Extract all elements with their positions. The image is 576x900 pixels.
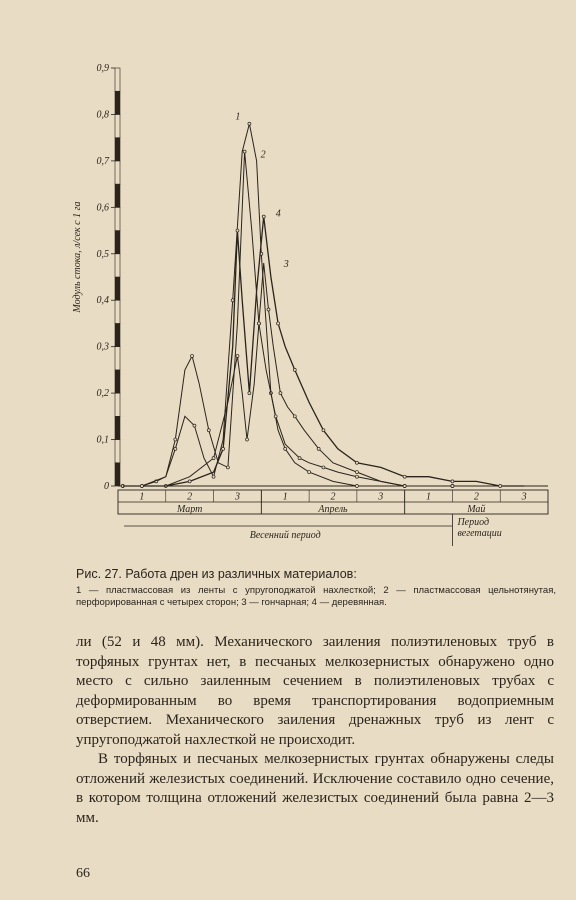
series-group xyxy=(121,112,524,488)
series-point xyxy=(212,475,215,478)
series-point xyxy=(355,471,358,474)
y-scale-segment xyxy=(115,91,120,114)
series-point xyxy=(293,368,296,371)
y-scale-segment xyxy=(115,323,120,346)
period-label: Весенний период xyxy=(249,530,321,541)
series-point xyxy=(355,461,358,464)
y-scale-segment xyxy=(115,347,120,370)
y-scale-segment xyxy=(115,207,120,230)
series-point xyxy=(212,457,215,460)
y-axis xyxy=(97,63,121,492)
series-point xyxy=(322,466,325,469)
y-scale-segment xyxy=(115,161,120,184)
y-scale-segment xyxy=(115,393,120,416)
series-point xyxy=(279,392,282,395)
y-scale-segment xyxy=(115,138,120,161)
series-point xyxy=(308,471,311,474)
series-point xyxy=(274,415,277,418)
series-point xyxy=(191,354,194,357)
paragraph-1: ли (52 и 48 мм). Механического заиления полиэтиленовых труб в торфяных грунтах нет, в песчаных мелкозернистых обнаружено одно место с сильно заиленным сечением в полиэтиленовых трубах с деформированным во время транспортирования водоприемным отверстием. Механического заиления дренажных труб из лент с упругоподжатой нахлесткой не происходит. xyxy=(76,634,554,748)
body-text xyxy=(76,633,554,828)
series-point xyxy=(403,485,406,488)
series-label: 3 xyxy=(283,259,289,271)
caption-title: Рис. 27. Работа дрен из различных материалов: xyxy=(76,567,357,581)
month-label: Апрель xyxy=(318,504,348,515)
series-point xyxy=(317,447,320,450)
series-point xyxy=(248,392,251,395)
y-scale-segment xyxy=(115,277,120,300)
page-number: 66 xyxy=(76,866,90,881)
figure-caption xyxy=(76,567,556,609)
y-tick-label: 0,5 xyxy=(96,248,109,260)
period-label: вегетации xyxy=(457,528,502,539)
y-tick-label: 0,7 xyxy=(96,155,109,167)
y-tick-label: 0,3 xyxy=(96,341,109,353)
decade-label: 3 xyxy=(378,491,384,503)
y-tick-label: 0,2 xyxy=(96,388,109,400)
series-point xyxy=(277,322,280,325)
y-scale-segment xyxy=(115,300,120,323)
decade-label: 1 xyxy=(426,491,432,503)
series-point xyxy=(207,429,210,432)
period-label: Период xyxy=(457,517,490,528)
decade-label: 2 xyxy=(473,491,479,503)
y-scale-segment xyxy=(115,114,120,137)
y-scale-segment xyxy=(115,416,120,439)
series-point xyxy=(248,122,251,125)
x-axis xyxy=(118,486,548,546)
y-tick-label: 0 xyxy=(104,481,109,492)
month-label: Май xyxy=(467,504,486,515)
series-point xyxy=(174,447,177,450)
decade-label: 3 xyxy=(234,491,240,503)
series-point xyxy=(188,480,191,483)
series-label: 4 xyxy=(275,208,281,220)
series-point xyxy=(267,308,270,311)
y-scale-segment xyxy=(115,463,120,486)
y-scale-segment xyxy=(115,370,120,393)
y-tick-label: 0,1 xyxy=(96,434,109,446)
decade-label: 2 xyxy=(187,491,193,503)
series-point xyxy=(355,475,358,478)
y-axis-label: Модуль стока, л/сек с 1 га xyxy=(72,201,83,313)
y-scale-segment xyxy=(115,184,120,207)
y-scale-segment xyxy=(115,254,120,277)
y-tick-label: 0,4 xyxy=(96,295,109,307)
y-scale-segment xyxy=(115,440,120,463)
series-point xyxy=(236,354,239,357)
series-point xyxy=(451,485,454,488)
runoff-chart xyxy=(60,55,560,550)
y-tick-label: 0,6 xyxy=(96,202,109,214)
series-point xyxy=(293,415,296,418)
series-point xyxy=(451,480,454,483)
decade-label: 1 xyxy=(139,491,145,503)
series-point xyxy=(174,438,177,441)
series-point xyxy=(193,424,196,427)
y-tick-label: 0,9 xyxy=(96,63,109,74)
series-point xyxy=(140,485,143,488)
decade-label: 2 xyxy=(330,491,336,503)
series-line xyxy=(123,149,453,486)
series-point xyxy=(262,215,265,218)
series-point xyxy=(355,485,358,488)
series-line xyxy=(123,217,524,486)
series-point xyxy=(236,229,239,232)
series-point xyxy=(257,322,260,325)
series-point xyxy=(222,447,225,450)
series-point xyxy=(243,150,246,153)
month-label: Март xyxy=(177,504,203,515)
series-point xyxy=(284,447,287,450)
series-point xyxy=(226,466,229,469)
paragraph-2: В торфяных и песчаных мелкозернистых грунтах обнаружены следы отложений железистых соединений. Исключение составило одно сечение, в котором толщина отложений железистых соединений была равна 2—3 мм. xyxy=(76,751,554,826)
series-point xyxy=(403,475,406,478)
series-label: 1 xyxy=(235,111,241,123)
series-point xyxy=(231,299,234,302)
series-point xyxy=(499,485,502,488)
series-point xyxy=(298,457,301,460)
series-point xyxy=(322,429,325,432)
series-point xyxy=(246,438,249,441)
caption-legend: 1 — пластмассовая из ленты с упругоподжатой нахлесткой; 2 — пластмассовая цельнотянутая, перфорированная с четырех сторон; 3 — гончарная; 4 — деревянная. xyxy=(76,585,556,608)
series-label: 2 xyxy=(260,149,266,161)
series-line xyxy=(123,124,453,486)
y-scale-segment xyxy=(115,231,120,254)
y-tick-label: 0,8 xyxy=(96,109,109,121)
decade-label: 1 xyxy=(282,491,288,503)
y-scale-segment xyxy=(115,68,120,91)
decade-label: 3 xyxy=(521,491,527,503)
